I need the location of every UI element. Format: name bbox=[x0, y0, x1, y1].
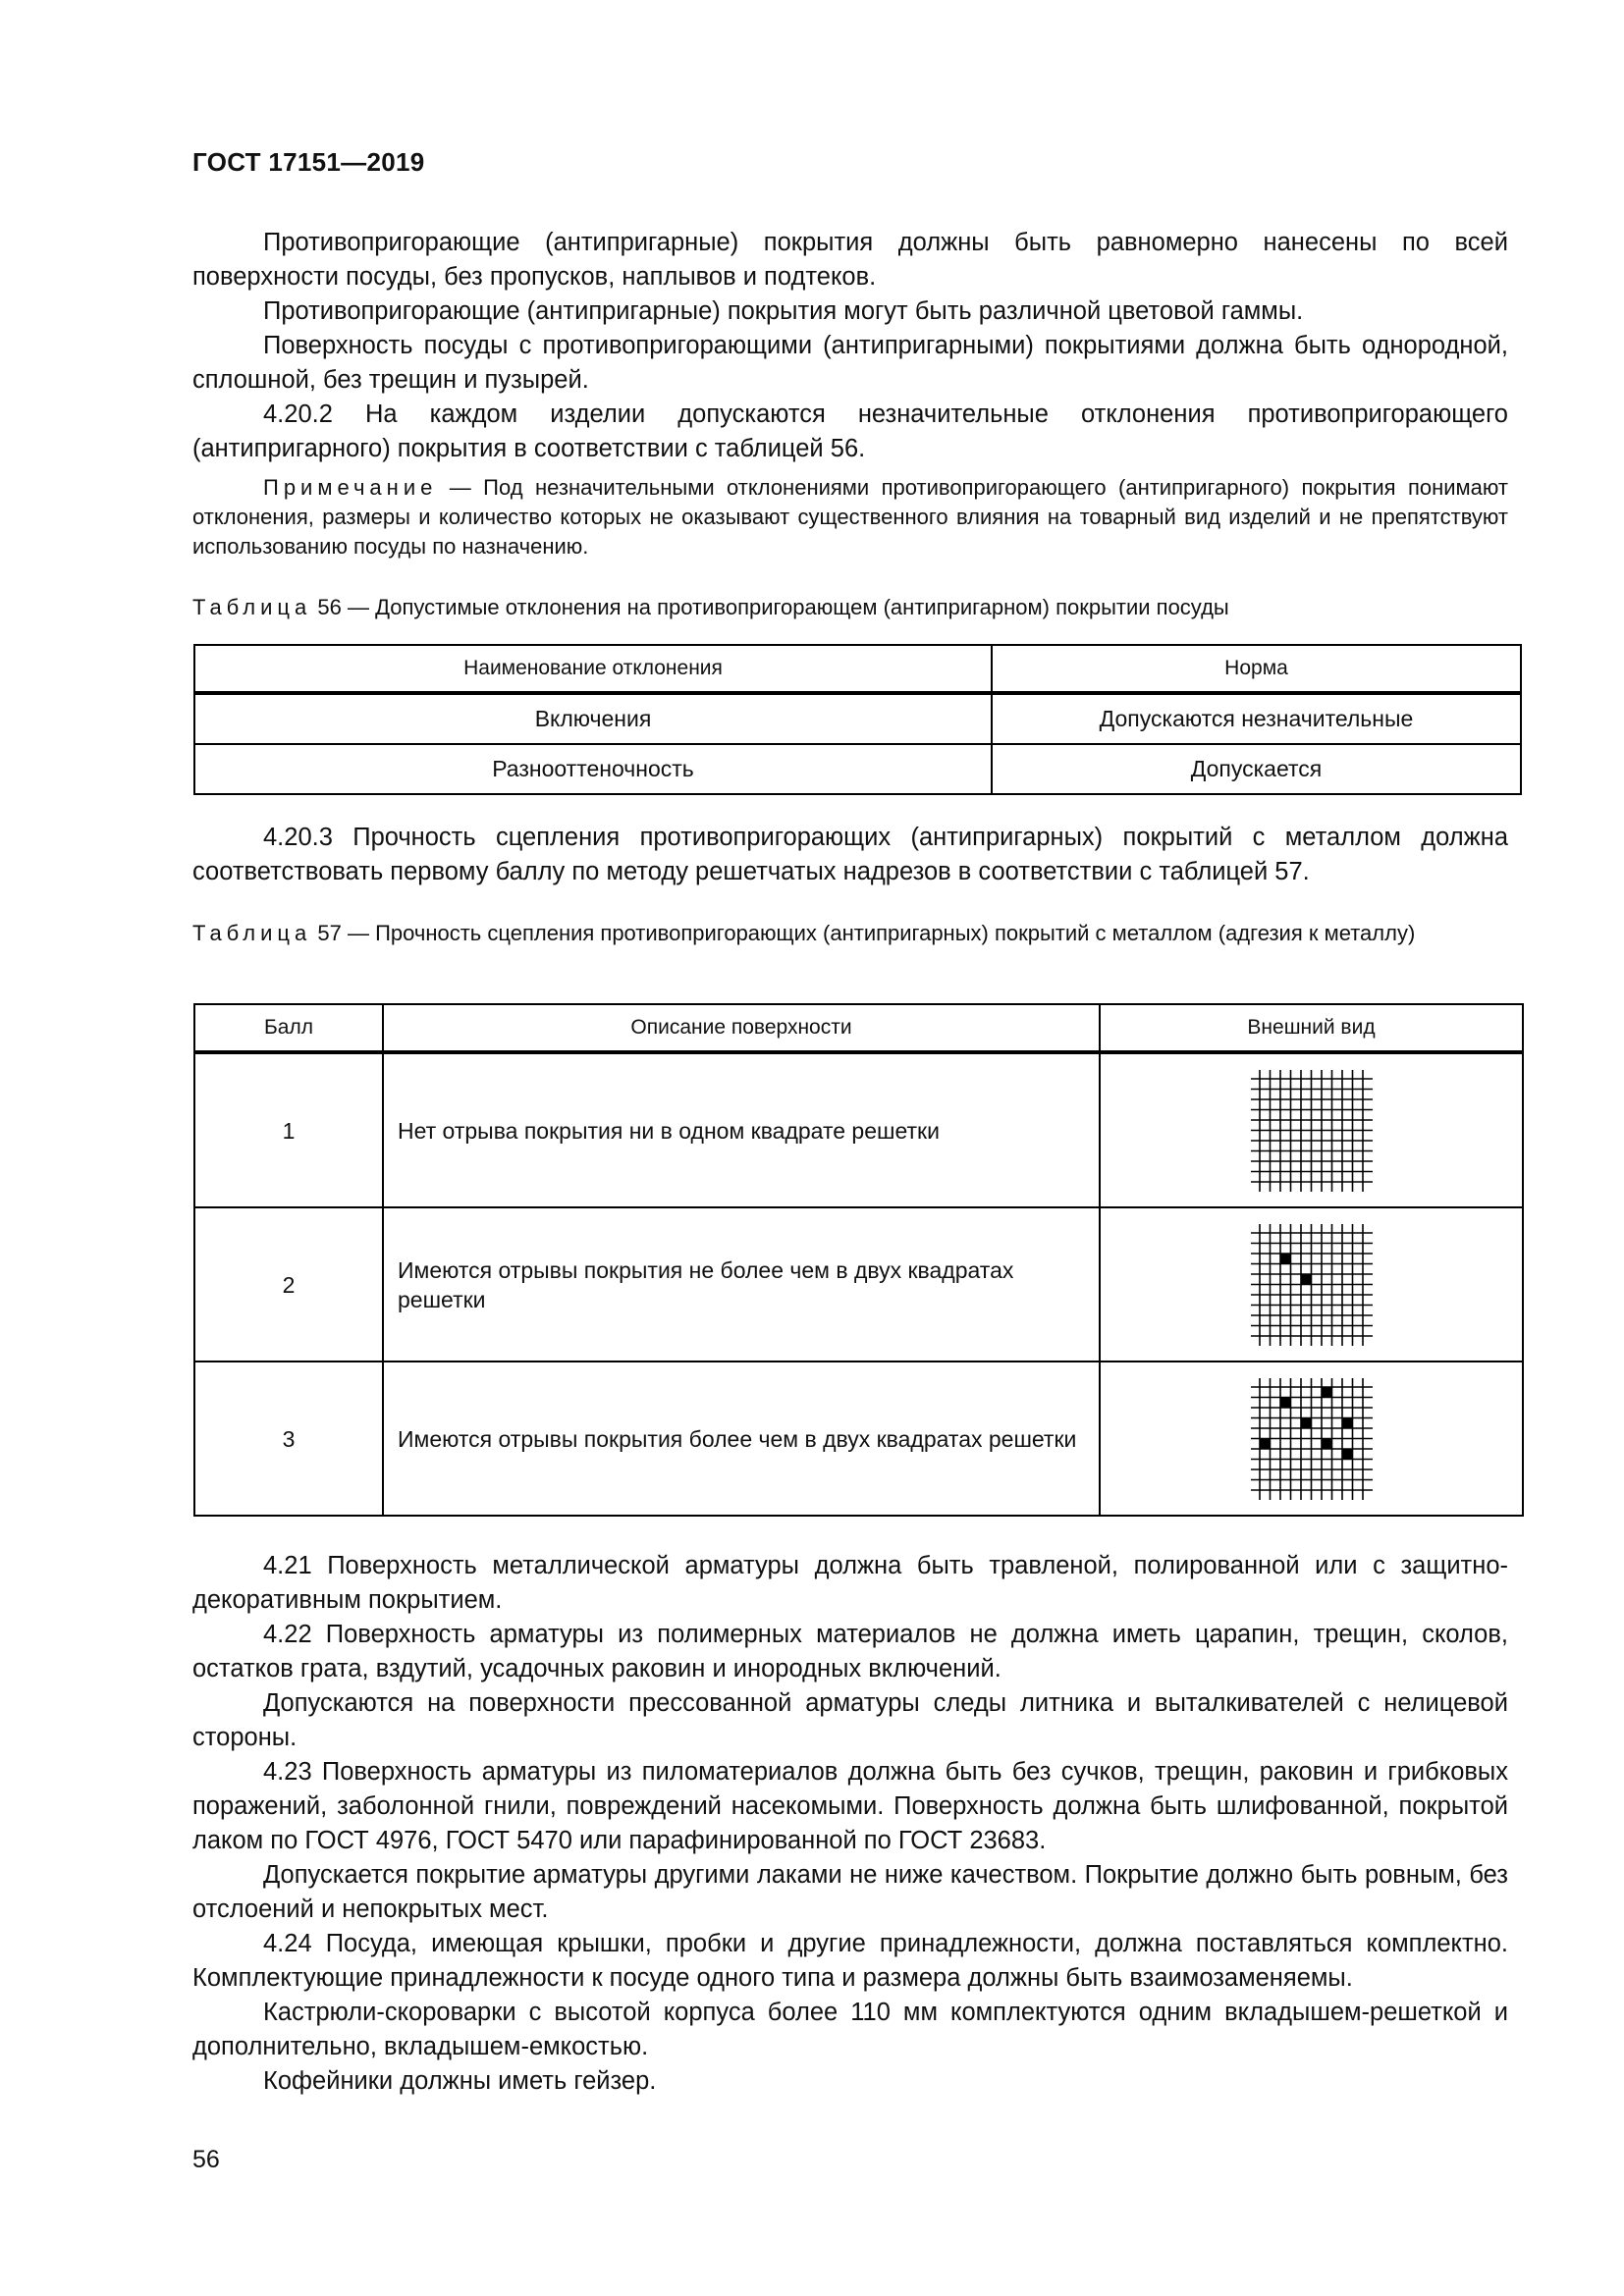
body-paragraphs bbox=[192, 1549, 1508, 2099]
table-row bbox=[194, 1207, 1523, 1362]
table-caption-text: 56 — Допустимые отклонения на противопригорающем (антипригарном) покрытии посуды bbox=[311, 595, 1229, 619]
detached-square bbox=[1342, 1449, 1353, 1460]
score-cell: 3 bbox=[194, 1362, 383, 1516]
note-paragraph bbox=[192, 473, 1508, 561]
detached-square bbox=[1301, 1274, 1312, 1285]
detached-square bbox=[1342, 1417, 1353, 1428]
table-cell: Допускаются незначительные bbox=[992, 693, 1521, 744]
table-56 bbox=[193, 644, 1522, 795]
paragraph: Противопригорающие (антипригарные) покрытия должны быть равномерно нанесены по всей поверхности посуды, без пропусков, наплывов и подтеков. bbox=[192, 229, 1508, 291]
table-caption-label: Таблица bbox=[192, 921, 312, 945]
paragraph-4-21: 4.21 Поверхность металлической арматуры должна быть травленой, полированной или с защитно-декоративным покрытием. bbox=[192, 1552, 1508, 1614]
table-cell: Разнооттеночность bbox=[194, 744, 992, 794]
table-row bbox=[194, 1362, 1523, 1516]
detached-square bbox=[1301, 1417, 1312, 1428]
table-header-cell: Балл bbox=[194, 1004, 383, 1052]
document-header: ГОСТ 17151—2019 bbox=[192, 147, 425, 177]
paragraph: Кофейники должны иметь гейзер. bbox=[263, 2067, 657, 2095]
table-row bbox=[194, 744, 1521, 794]
paragraph-4-22: 4.22 Поверхность арматуры из полимерных материалов не должна иметь царапин, трещин, сколов, остатков грата, вздутий, усадочных раковин и инородных включений. bbox=[192, 1621, 1508, 1682]
table-57 bbox=[193, 1003, 1524, 1517]
table-caption-text: 57 — Прочность сцепления противопригорающих (антипригарных) покрытий с металлом (адгезия к металлу) bbox=[311, 921, 1416, 945]
paragraph-4-20-2: 4.20.2 На каждом изделии допускаются незначительные отклонения противопригорающего (антипригарного) покрытия в соответствии с таблицей 56. bbox=[192, 400, 1508, 462]
table-caption-label: Таблица bbox=[192, 595, 312, 619]
page-number: 56 bbox=[192, 2146, 220, 2173]
table-cell: Включения bbox=[194, 693, 992, 744]
description-cell: Имеются отрывы покрытия более чем в двух квадратах решетки bbox=[383, 1362, 1100, 1516]
description-cell: Имеются отрывы покрытия не более чем в двух квадратах решетки bbox=[383, 1207, 1100, 1362]
appearance-cell bbox=[1100, 1052, 1523, 1207]
intro-paragraphs bbox=[192, 226, 1508, 466]
paragraph-4-20-3: 4.20.3 Прочность сцепления противопригорающих (антипригарных) покрытий с металлом должна соответствовать первому баллу по методу решетчатых надрезов в соответствии с таблицей 57. bbox=[192, 824, 1508, 885]
table-header-cell: Наименование отклонения bbox=[194, 645, 992, 693]
paragraph-4-20-3-block bbox=[192, 821, 1508, 889]
note-block bbox=[192, 473, 1508, 561]
lattice-grid-two-defects-icon bbox=[1251, 1224, 1373, 1346]
paragraph: Допускается покрытие арматуры другими лаками не ниже качеством. Покрытие должно быть ровным, без отслоений и непокрытых мест. bbox=[192, 1861, 1508, 1923]
table-header-cell: Норма bbox=[992, 645, 1521, 693]
paragraph: Допускаются на поверхности прессованной арматуры следы литника и выталкивателей с нелицевой стороны. bbox=[192, 1689, 1508, 1751]
paragraph-4-23: 4.23 Поверхность арматуры из пиломатериалов должна быть без сучков, трещин, раковин и грибковых поражений, заболонной гнили, повреждений насекомыми. Поверхность должна быть шлифованной, покрытой лаком по ГОСТ 4976, ГОСТ 5470 или парафинированной по ГОСТ 23683. bbox=[192, 1758, 1508, 1854]
score-cell: 2 bbox=[194, 1207, 383, 1362]
detached-square bbox=[1280, 1397, 1291, 1408]
table-row bbox=[194, 693, 1521, 744]
paragraph: Поверхность посуды с противопригорающими (антипригарными) покрытиями должна быть однородной, сплошной, без трещин и пузырей. bbox=[192, 332, 1508, 394]
paragraph-4-24: 4.24 Посуда, имеющая крышки, пробки и другие принадлежности, должна поставляться комплектно. Комплектующие принадлежности к посуде одного типа и размера должны быть взаимозаменяемы. bbox=[192, 1930, 1508, 1992]
lattice-grid-no-defects-icon bbox=[1251, 1070, 1373, 1192]
lattice-grid-many-defects-icon bbox=[1251, 1378, 1373, 1500]
detached-square bbox=[1260, 1438, 1271, 1449]
description-cell: Нет отрыва покрытия ни в одном квадрате решетки bbox=[383, 1052, 1100, 1207]
detached-square bbox=[1322, 1387, 1332, 1398]
note-text: — Под незначительными отклонениями противопригорающего (антипригарного) покрытия понимают отклонения, размеры и количество которых не оказывают существенного влияния на товарный вид изделий и не препятствуют использованию посуды по назначению. bbox=[192, 475, 1508, 559]
score-cell: 1 bbox=[194, 1052, 383, 1207]
table-header-cell: Внешний вид bbox=[1100, 1004, 1523, 1052]
appearance-cell bbox=[1100, 1362, 1523, 1516]
table-cell: Допускается bbox=[992, 744, 1521, 794]
paragraph: Противопригорающие (антипригарные) покрытия могут быть различной цветовой гаммы. bbox=[263, 297, 1304, 325]
detached-square bbox=[1280, 1254, 1291, 1264]
appearance-cell bbox=[1100, 1207, 1523, 1362]
table57-caption bbox=[192, 919, 1508, 948]
table56-caption bbox=[192, 593, 1508, 622]
detached-square bbox=[1322, 1438, 1332, 1449]
table-header-cell: Описание поверхности bbox=[383, 1004, 1100, 1052]
table-row bbox=[194, 1052, 1523, 1207]
paragraph: Кастрюли-скороварки с высотой корпуса более 110 мм комплектуются одним вкладышем-решеткой и дополнительно, вкладышем-емкостью. bbox=[192, 1999, 1508, 2060]
note-label: Примечание bbox=[263, 475, 438, 500]
